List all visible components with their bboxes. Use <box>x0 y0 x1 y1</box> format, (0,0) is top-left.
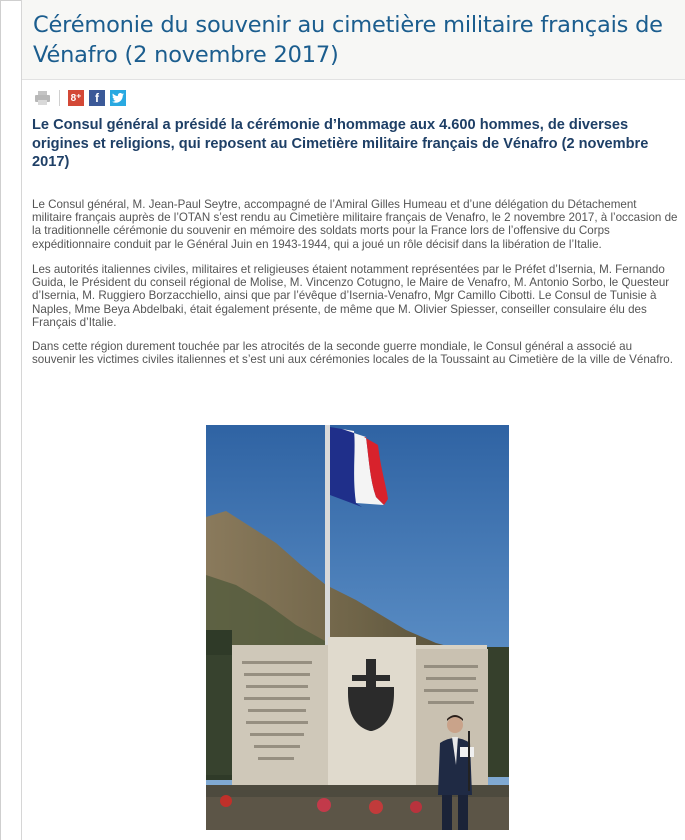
facebook-icon[interactable]: f <box>89 90 105 106</box>
title-header <box>22 0 685 80</box>
page-title: Cérémonie du souvenir au cimetière militaire français de Vénafro (2 novembre 2017) <box>33 12 663 68</box>
article-paragraph: Les autorités italiennes civiles, militaires et religieuses étaient notamment représentées par le Préfet d’Isernia, M. Fernando Guida, le Président du conseil régional de Molise, M. Vincenzo Cotugno, le Maire de Venafro, M. Antonio Sorbo, le Questeur d’Isernia, M. Ruggiero Borzacchiello, ainsi que par l’évêque d’Isernia-Venafro, Mgr Camillo Cibotti. Le Consul de Tunisie à Naples, Mme Beya Abdelbaki, était également présente, de même que M. Olivier Spiesser, conseiller consulaire élu des Français d’Italie. <box>32 263 670 329</box>
article <box>22 0 685 840</box>
article-paragraph: Dans cette région durement touchée par les atrocités de la seconde guerre mondiale, le Consul général a associé au souvenir les victimes civiles italiennes et s’est uni aux cérémonies locales de la Toussaint au Cimetière de la ville de Vénafro. <box>32 340 673 367</box>
article-lead: Le Consul général a présidé la cérémonie d’hommage aux 4.600 hommes, de diverses origines et religions, qui reposent au Cimetière militaire français de Vénafro (2 novembre 2017) <box>32 117 649 170</box>
print-icon[interactable] <box>35 91 50 105</box>
google-plus-icon[interactable]: 8⁺ <box>68 90 84 106</box>
toolbar-separator <box>59 90 60 106</box>
ceremony-photo <box>206 425 509 830</box>
share-toolbar <box>35 89 131 107</box>
twitter-icon[interactable] <box>110 90 126 106</box>
article-paragraph: Le Consul général, M. Jean-Paul Seytre, accompagné de l’Amiral Gilles Humeau et d’une délégation du Détachement militaire français auprès de l’OTAN s’est rendu au Cimetière militaire français de Venafro, le 2 novembre 2017, à l’occasion de la traditionnelle cérémonie du souvenir en mémoire des soldats morts pour la France lors de l’offensive du Corps expéditionnaire conduit par le Général Juin en 1943-1944, qui a joué un rôle décisif dans la libération de l’Italie. <box>32 198 678 251</box>
